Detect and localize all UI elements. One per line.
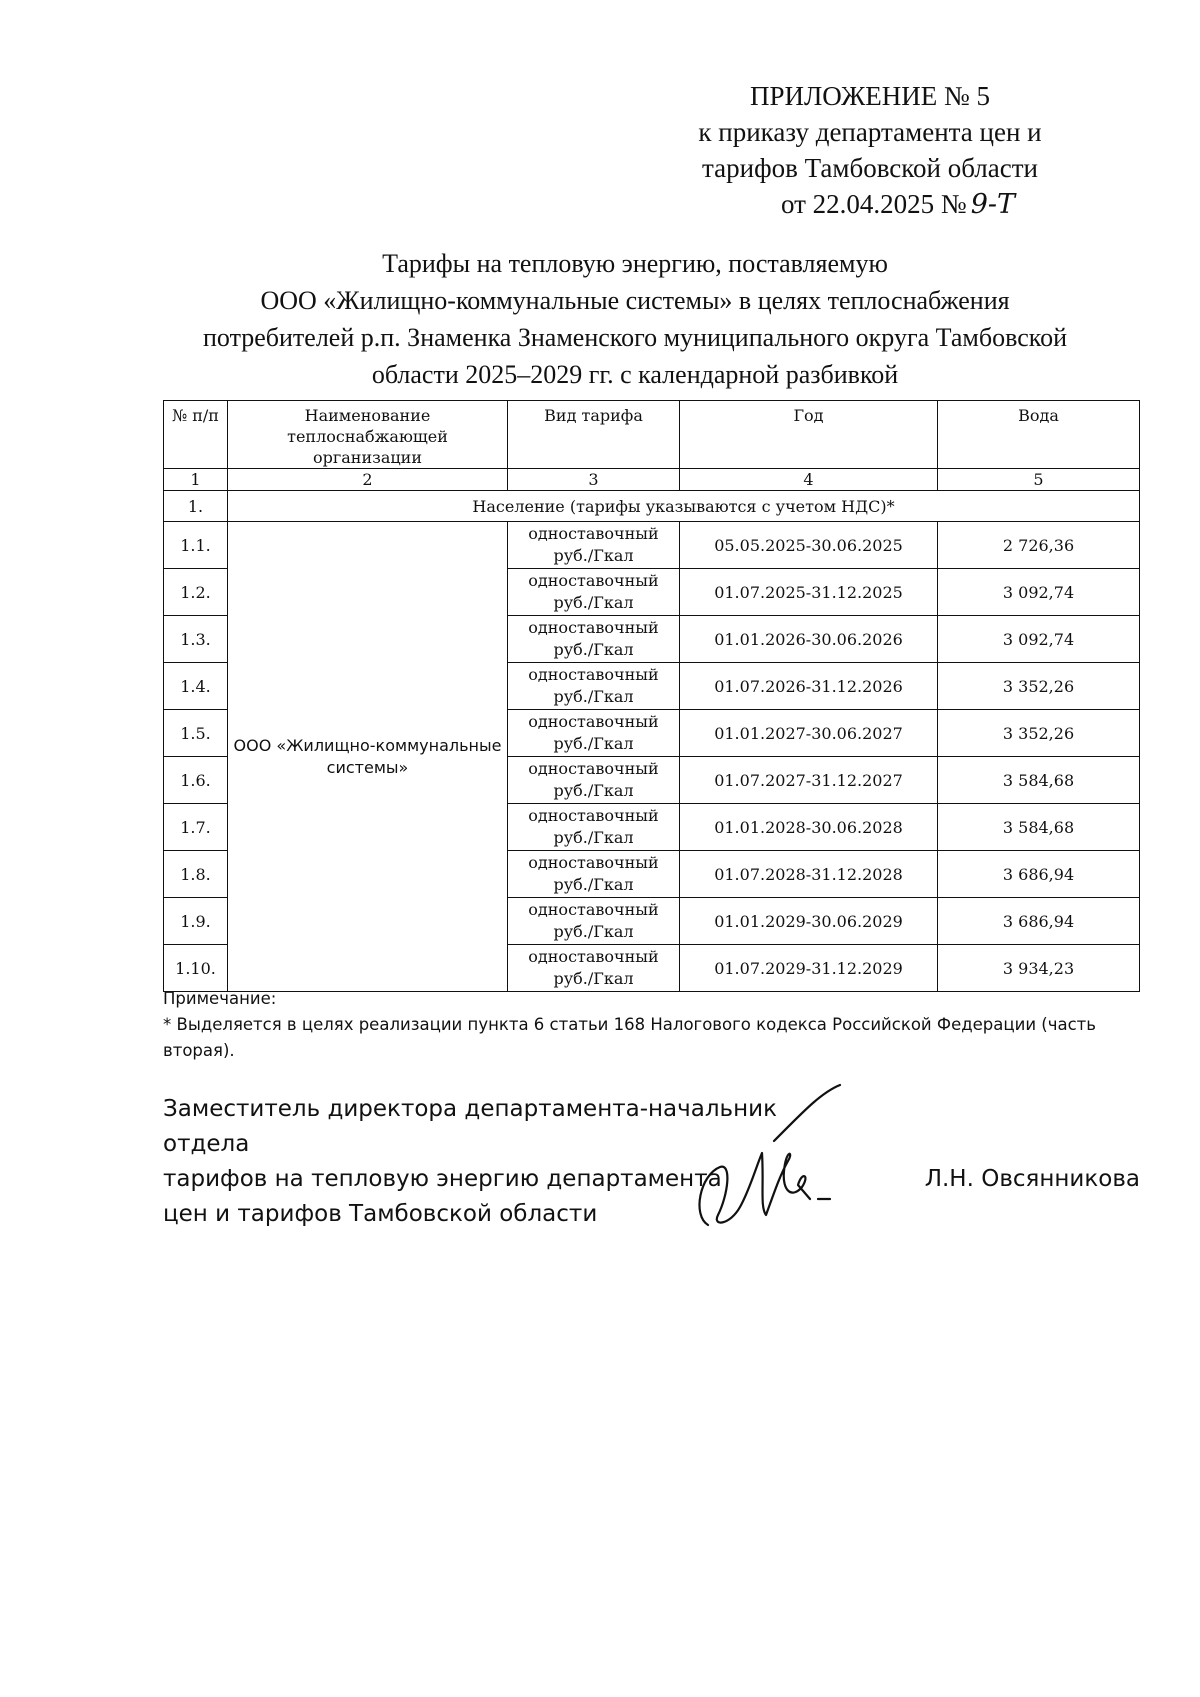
table-header-row [164,401,1140,469]
row-tariff-type: одноставочный руб./Гкал [508,522,680,569]
row-period: 01.07.2026-31.12.2026 [680,663,938,710]
position-line-2: тарифов на тепловую энергию департамента [163,1166,722,1192]
annex-line-date [688,186,1108,223]
footnote-text: * Выделяется в целях реализации пункта 6 статьи 168 Налогового кодекса Российской Федерации (часть вторая). [163,1015,1097,1060]
row-period: 01.01.2026-30.06.2026 [680,616,938,663]
annex-line-order: к приказу департамента цен и [698,117,1042,147]
title-line-2: ООО «Жилищно-коммунальные системы» в целях теплоснабжения [260,286,1010,315]
row-tariff-type: одноставочный руб./Гкал [508,757,680,804]
row-num: 1.10. [164,945,228,992]
row-period: 01.07.2025-31.12.2025 [680,569,938,616]
row-num: 1.1. [164,522,228,569]
row-period: 01.01.2029-30.06.2029 [680,898,938,945]
col-number: 4 [680,469,938,491]
row-tariff-type: одноставочный руб./Гкал [508,945,680,992]
footnote-heading: Примечание: [163,989,277,1008]
col-number: 2 [228,469,508,491]
row-period: 01.07.2028-31.12.2028 [680,851,938,898]
row-value: 3 934,23 [938,945,1140,992]
header-organization: Наименование теплоснабжающей организации [228,401,508,469]
handwritten-order-number: 9-Т [970,189,1016,220]
row-num: 1.8. [164,851,228,898]
row-value: 3 092,74 [938,569,1140,616]
row-value: 2 726,36 [938,522,1140,569]
row-tariff-type: одноставочный руб./Гкал [508,851,680,898]
header-water: Вода [938,401,1140,469]
group-label: Население (тарифы указываются с учетом НДС)* [228,491,1140,522]
row-period: 01.01.2027-30.06.2027 [680,710,938,757]
position-line-1: Заместитель директора департамента-начальник отдела [163,1096,777,1157]
row-tariff-type: одноставочный руб./Гкал [508,804,680,851]
row-value: 3 092,74 [938,616,1140,663]
row-value: 3 584,68 [938,757,1140,804]
annex-date: от 22.04.2025 № [780,189,967,219]
row-period: 05.05.2025-30.06.2025 [680,522,938,569]
group-row [164,491,1140,522]
annex-line-department: тарифов Тамбовской области [702,153,1038,183]
row-tariff-type: одноставочный руб./Гкал [508,663,680,710]
row-tariff-type: одноставочный руб./Гкал [508,616,680,663]
table-row [164,522,1140,569]
row-period: 01.07.2027-31.12.2027 [680,757,938,804]
document-title [150,245,1120,393]
row-num: 1.4. [164,663,228,710]
position-line-3: цен и тарифов Тамбовской области [163,1201,598,1227]
row-value: 3 584,68 [938,804,1140,851]
row-num: 1.6. [164,757,228,804]
title-line-1: Тарифы на тепловую энергию, поставляемую [382,249,888,278]
row-num: 1.9. [164,898,228,945]
row-tariff-type: одноставочный руб./Гкал [508,898,680,945]
header-year: Год [680,401,938,469]
handwritten-signature [690,1075,850,1235]
title-line-4: области 2025–2029 гг. с календарной разбивкой [371,360,899,389]
header-num: № п/п [164,401,228,469]
annex-header [660,78,1080,223]
row-period: 01.01.2028-30.06.2028 [680,804,938,851]
header-tariff-type: Вид тарифа [508,401,680,469]
col-number: 1 [164,469,228,491]
title-line-3: потребителей р.п. Знаменка Знаменского муниципального округа Тамбовской [203,323,1067,352]
row-num: 1.7. [164,804,228,851]
col-number: 3 [508,469,680,491]
tariff-table [163,400,1140,992]
annex-title: ПРИЛОЖЕНИЕ № 5 [749,81,991,111]
row-period: 01.07.2029-31.12.2029 [680,945,938,992]
organization-name: ООО «Жилищно-коммунальные системы» [228,522,508,992]
row-value: 3 352,26 [938,663,1140,710]
column-numbers-row [164,469,1140,491]
footnote [163,986,1123,1064]
row-num: 1.2. [164,569,228,616]
row-value: 3 352,26 [938,710,1140,757]
row-num: 1.3. [164,616,228,663]
group-num: 1. [164,491,228,522]
row-value: 3 686,94 [938,851,1140,898]
row-num: 1.5. [164,710,228,757]
row-tariff-type: одноставочный руб./Гкал [508,569,680,616]
signatory-name: Л.Н. Овсянникова [924,1166,1140,1192]
col-number: 5 [938,469,1140,491]
row-value: 3 686,94 [938,898,1140,945]
row-tariff-type: одноставочный руб./Гкал [508,710,680,757]
